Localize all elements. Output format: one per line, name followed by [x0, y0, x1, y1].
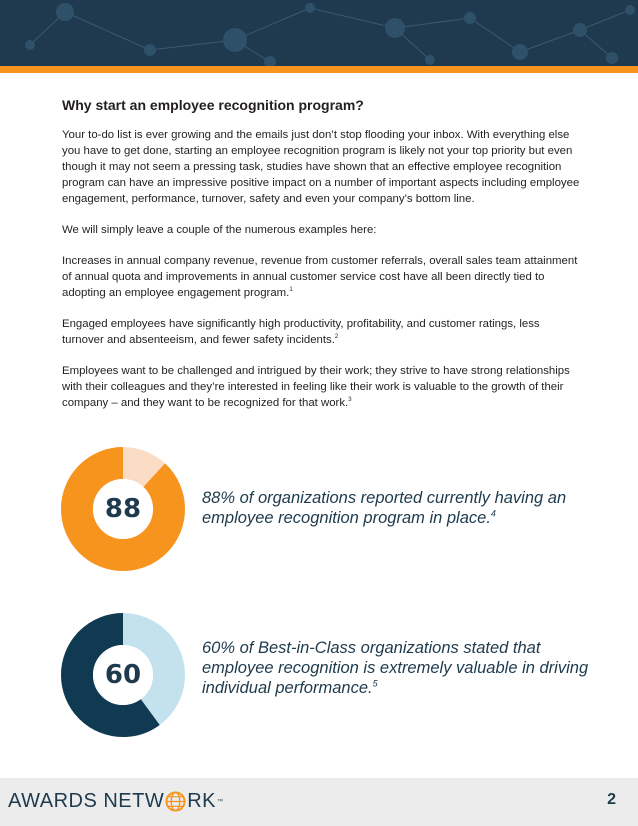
network-pattern-graphic: [0, 0, 638, 66]
article-body: [62, 96, 582, 426]
footnote-ref: 3: [348, 397, 352, 404]
donut-value: 88: [104, 494, 142, 524]
paragraph-engaged: Engaged employees have significantly high productivity, profitability, and customer ratings, less turnover and absenteeism, and fewer safety incidents.$^2$: [62, 318, 540, 346]
stat-caption: 60% of Best-in-Class organizations stated that employee recognition is extremely valuable in driving individual performance.$^5$: [202, 639, 589, 697]
footnote-ref: 4: [490, 508, 496, 519]
stat-caption: 88% of organizations reported currently having an employee recognition program in place.$^4$: [202, 489, 567, 527]
awards-network-logo: AWARDS NETW RK ™: [8, 790, 224, 812]
footnote-ref: 1: [289, 287, 293, 294]
footnote-ref: 5: [372, 678, 378, 689]
header-banner: [0, 0, 638, 66]
paragraph-intro: Your to-do list is ever growing and the emails just don’t stop flooding your inbox. With everything else you have to get done, starting an employee recognition program is likely not your top priority but even though it may not seem a pressing task, studies have shown that an effective employee recognition program can have an impressive positive impact on a number of important aspects including employee engagement, performance, turnover, safety and even your company’s bottom line.: [62, 129, 580, 205]
footnote-ref: 2: [334, 334, 339, 341]
section-heading: Why start an employee recognition program?: [62, 97, 364, 113]
globe-icon: [165, 791, 186, 812]
donut-value: 60: [104, 660, 142, 690]
paragraph-examples-lead: We will simply leave a couple of the numerous examples here:: [62, 224, 377, 236]
stat-block-best-in-class: [60, 612, 600, 742]
page-number: 2: [607, 791, 616, 808]
paragraph-revenue: Increases in annual company revenue, revenue from customer referrals, overall sales team attainment of annual quota and improvements in annual customer service cost have all been directly tied to adopting an employee engagement program.$^1$: [62, 255, 578, 299]
stat-block-recognition-program: [60, 446, 600, 576]
paragraph-challenged: Employees want to be challenged and intrigued by their work; they strive to have strong relationships with their colleagues and they’re interested in feeling like their work is valuable to the growth of their company – and they want to be recognized for that work.$^3$: [62, 365, 570, 409]
page-footer: [0, 778, 638, 826]
header-accent-line: [0, 66, 638, 73]
